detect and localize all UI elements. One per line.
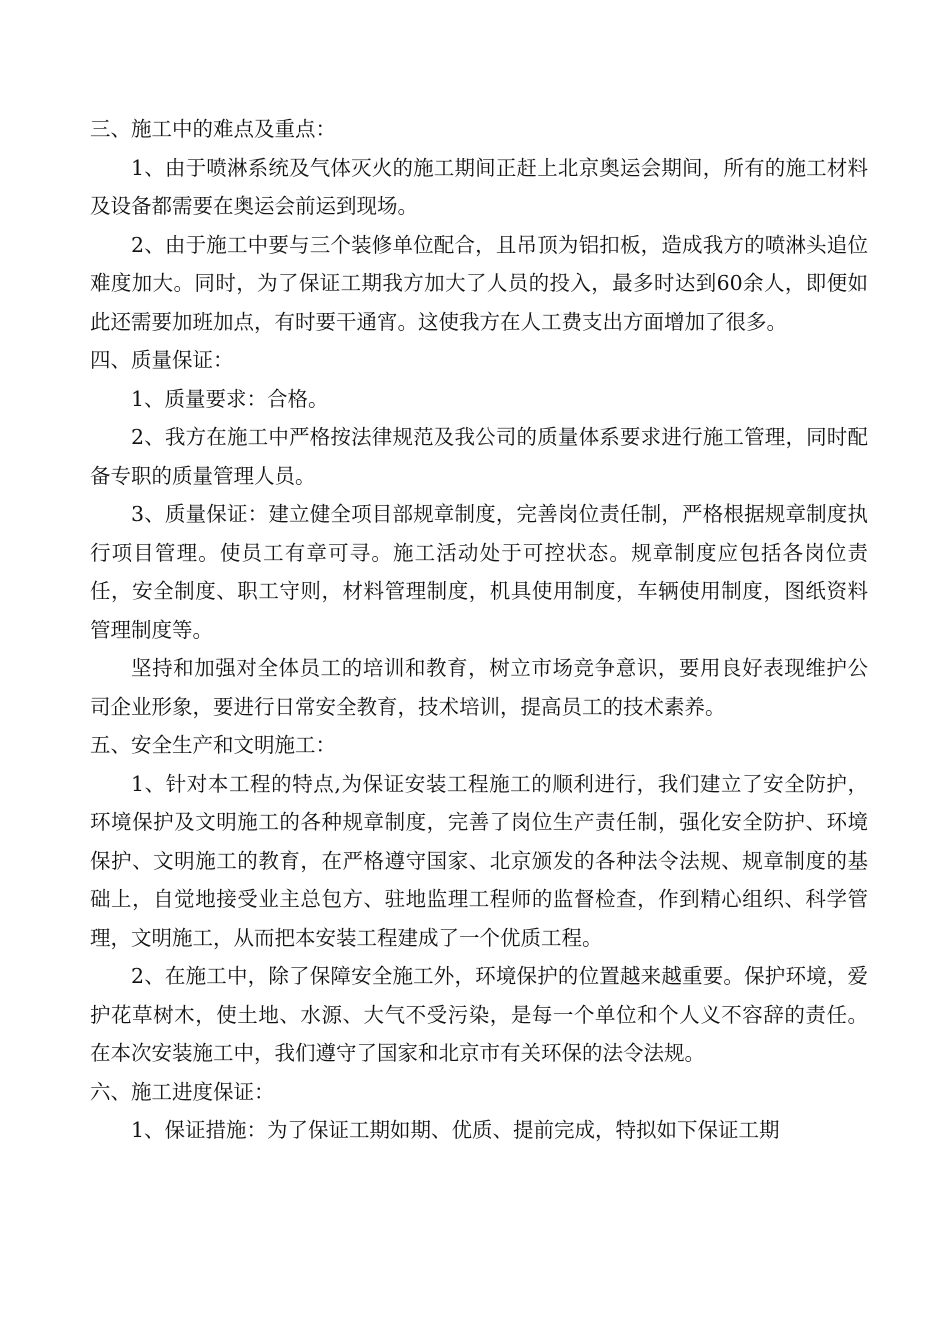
paragraph-coordination-staffing: 2、由于施工中要与三个装修单位配合，且吊顶为铝扣板，造成我方的喷淋头追位难度加大。同时，为了保证工期我方加大了人员的投入，最多时达到60余人，即便如此还需要加班加点，有时要干通宵。这使我方在人工费支出方面增加了很多。: [90, 232, 868, 334]
paragraph-environmental-protection: 2、在施工中，除了保障安全施工外，环境保护的位置越来越重要。保护环境，爱护花草树木，使土地、水源、大气不受污染，是每一个单位和个人义不容辞的责任。在本次安装施工中，我们遵守了国家和北京市有关环保的法令法规。: [90, 964, 868, 1065]
section-heading-difficulties: 三、施工中的难点及重点：: [90, 117, 336, 141]
paragraph-safety-measures: 1、针对本工程的特点,为保证安装工程施工的顺利进行，我们建立了安全防护，环境保护及文明施工的各种规章制度，完善了岗位生产责任制，强化安全防护、环境保护、文明施工的教育，在严格遵守国家、北京颁发的各种法令法规、规章制度的基础上，自觉地接受业主总包方、驻地监理工程师的监督检查，作到精心组织、科学管理，文明施工，从而把本安装工程建成了一个优质工程。: [90, 771, 868, 950]
paragraph-quality-requirement: 1、质量要求：合格。: [131, 386, 329, 411]
paragraph-quality-assurance: 3、质量保证：建立健全项目部规章制度，完善岗位责任制，严格根据规章制度执行项目管理。使员工有章可寻。施工活动处于可控状态。规章制度应包括各岗位责任，安全制度、职工守则，材料管理制度，机具使用制度，车辆使用制度，图纸资料管理制度等。: [90, 502, 868, 642]
paragraph-olympics-schedule: 1、由于喷淋系统及气体灭火的施工期间正赶上北京奥运会期间，所有的施工材料及设备都需要在奥运会前运到现场。: [90, 155, 868, 218]
paragraph-schedule-measures: 1、保证措施：为了保证工期如期、优质、提前完成，特拟如下保证工期: [131, 1118, 780, 1142]
paragraph-quality-management: 2、我方在施工中严格按法律规范及我公司的质量体系要求进行施工管理，同时配备专职的质量管理人员。: [90, 425, 868, 488]
section-heading-safety: 五、安全生产和文明施工：: [90, 733, 336, 757]
section-heading-schedule: 六、施工进度保证：: [90, 1079, 275, 1104]
section-heading-quality: 四、质量保证：: [90, 348, 234, 372]
paragraph-staff-training: 坚持和加强对全体员工的培训和教育，树立市场竞争意识，要用良好表现维护公司企业形象，要进行日常安全教育，技术培训，提高员工的技术素养。: [90, 656, 868, 719]
